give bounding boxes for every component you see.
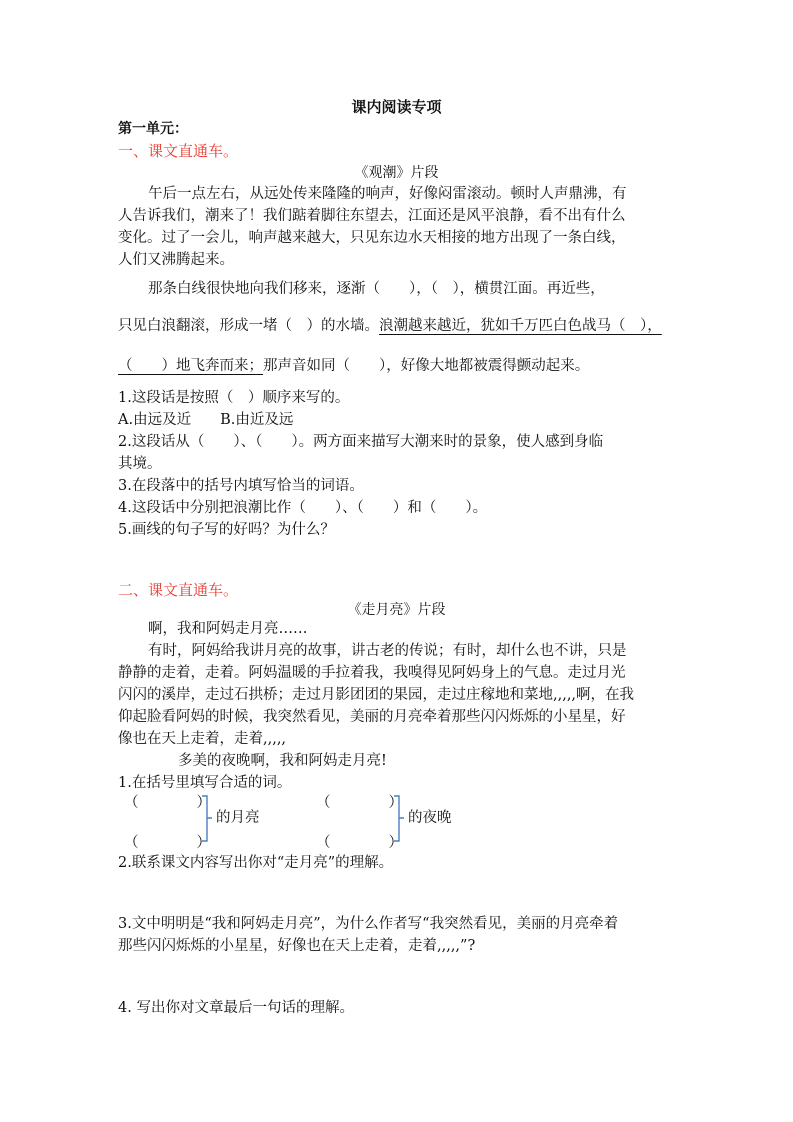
blank-paren: （ ） (124, 795, 211, 811)
question-line: 其境。 (118, 456, 162, 472)
question-line: 2.联系课文内容写出你对“走月亮”的理解。 (118, 855, 394, 871)
question-line: 3.文中明明是“我和阿妈走月亮”，为什么作者写“我突然看见，美丽的月亮牵着 (118, 916, 619, 932)
unit-label: 第一单元： (118, 121, 188, 137)
passage2-line: 多美的夜晚啊，我和阿妈走月亮! (178, 753, 387, 769)
section1-passage-title: 《观潮》片段 (354, 165, 439, 181)
question-line: 那些闪闪烁烁的小星星，好像也在天上走着，走着,,,,,”? (118, 938, 476, 954)
section1-heading: 一、课文直通车。 (118, 142, 239, 160)
section2-passage-title: 《走月亮》片段 (347, 602, 446, 618)
underlined-sentence: （ ）地飞奔而来； (118, 358, 263, 374)
plain-sentence: 那声音如同（ ），好像大地都被震得颤动起来。 (263, 358, 590, 374)
passage2-line: 啊，我和阿妈走月亮…… (148, 621, 308, 637)
underlined-sentence: 浪潮越来越近，犹如千万匹白色战马（ ）， (379, 318, 662, 334)
passage1-line: 变化。过了一会儿，响声越来越大，只见东边水天相接的地方出现了一条白线， (118, 230, 626, 246)
passage1-line: 人们又沸腾起来。 (118, 252, 234, 268)
blank-paren: （ ） (316, 795, 403, 811)
passage2-line: 有时，阿妈给我讲月亮的故事，讲古老的传说；有时，却什么也不讲，只是 (148, 643, 627, 659)
question-line: 2.这段话从（ ）、（ ）。两方面来描写大潮来时的景象，使人感到身临 (118, 434, 604, 450)
page-title: 课内阅读专项 (351, 98, 442, 116)
passage1-fill-line (118, 356, 589, 377)
plain-sentence: 只见白浪翻滚，形成一堵（ ）的水墙。 (118, 318, 379, 334)
passage2-line: 仰起脸看阿妈的时候，我突然看见，美丽的月亮牵着那些闪闪烁烁的小星星，好 (118, 709, 626, 725)
passage2-line: 像也在天上走着，走着,,,,, (118, 731, 287, 747)
question-line: 1.在括号里填写合适的词。 (118, 775, 292, 791)
question-options: A.由远及近 B.由近及远 (118, 412, 294, 428)
question-line: 5.画线的句子写的好吗？为什么？ (118, 522, 335, 538)
label-night: 的夜晚 (408, 810, 452, 826)
passage1-line: 人告诉我们，潮来了！我们踮着脚往东望去，江面还是风平浪静，看不出有什么 (118, 208, 626, 224)
passage1-line: 午后一点左右，从远处传来隆隆的响声，好像闷雷滚动。顿时人声鼎沸，有 (148, 186, 627, 202)
section2-heading: 二、课文直通车。 (118, 581, 239, 599)
question-line: 3.在段落中的括号内填写恰当的词语。 (118, 478, 364, 494)
passage1-fill-line: 那条白线很快地向我们移来，逐渐（ ），（ ），横贯江面。再近些， (148, 281, 605, 297)
passage2-line: 静静的走着，走着。阿妈温暖的手拉着我，我嗅得见阿妈身上的气息。走过月光 (118, 665, 626, 681)
passage2-line: 闪闪的溪岸，走过石拱桥；走过月影团团的果园，走过庄稼地和菜地,,,,,啊，在我 (118, 687, 635, 703)
blank-paren: （ ） (124, 835, 211, 851)
blank-paren: （ ） (316, 835, 403, 851)
question-line: 4.这段话中分别把浪潮比作（ ）、（ ）和（ ）。 (118, 500, 488, 516)
passage1-fill-line (118, 316, 662, 337)
right-brace-icon (392, 795, 406, 843)
question-line: 4. 写出你对文章最后一句话的理解。 (118, 1000, 354, 1016)
label-moon: 的月亮 (216, 810, 260, 826)
right-brace-icon (200, 795, 214, 843)
question-line: 1.这段话是按照（ ）顺序来写的。 (118, 390, 350, 406)
